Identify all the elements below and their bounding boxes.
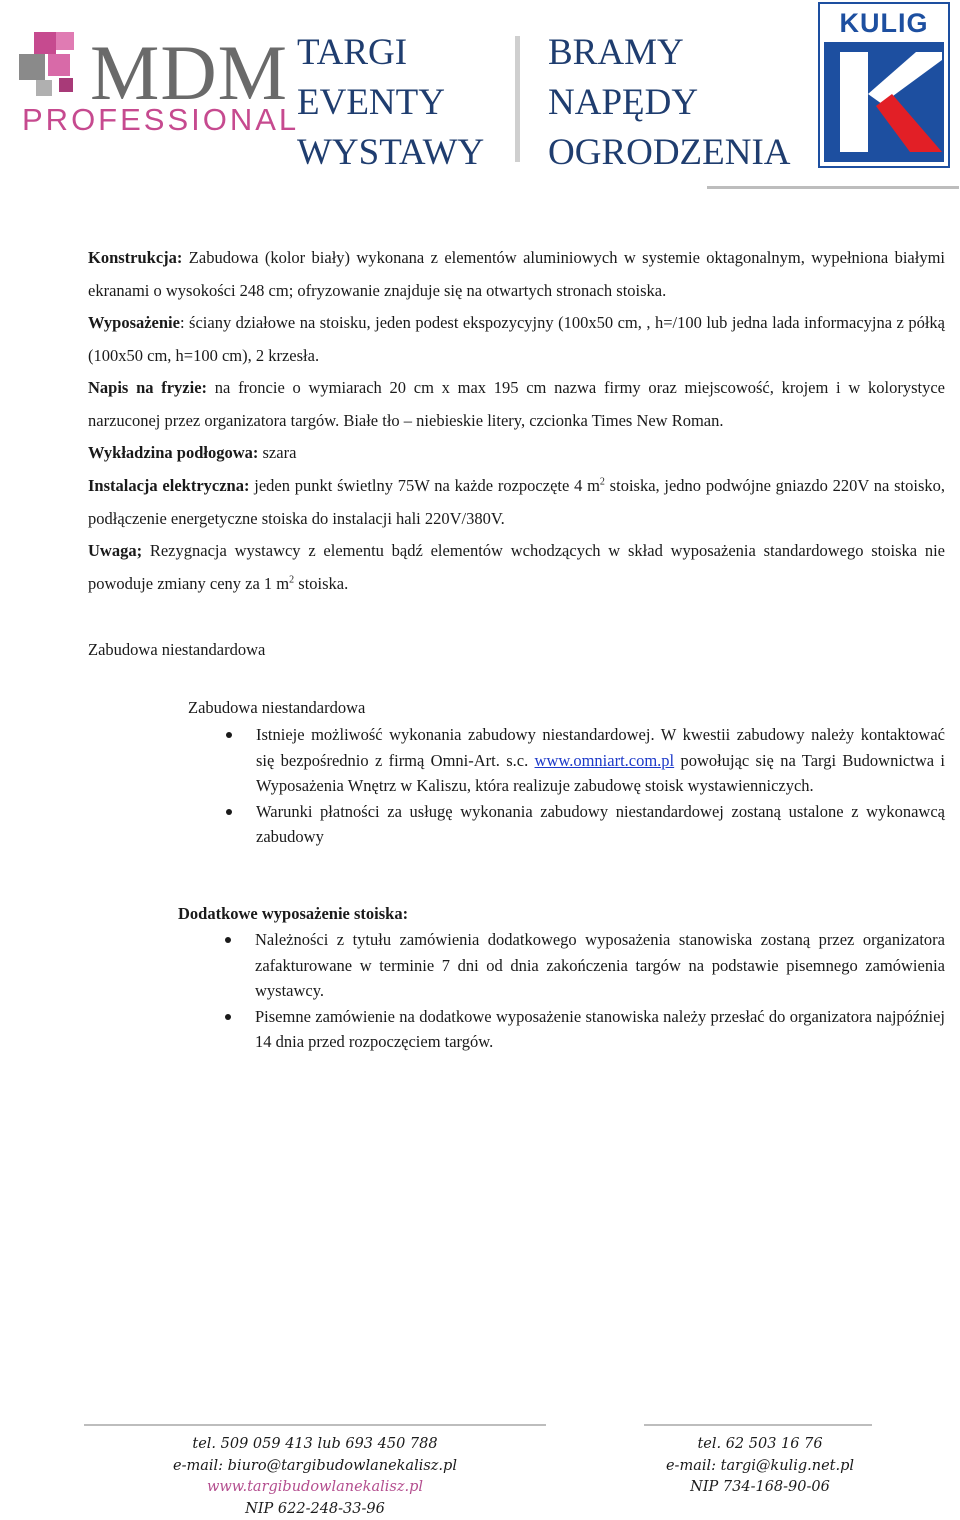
wyposazenie-text: : ściany działowe na stoisku, jeden podest ekspozycyjny (100x50 cm, , h=/100 lub jedna lada informacyjna z półką (100x50 cm, h=100 cm), 2 krzesła. [88,313,945,365]
header-services-right [548,28,791,178]
header-services-left [297,28,484,178]
konstrukcja-text: Zabudowa (kolor biały) wykonana z elementów aluminiowych w systemie oktagonalnym, wypełniona białymi ekranami o wysokości 248 cm; ofryzowanie znajduje się na otwartych stronach stoiska. [88,248,945,300]
list-item-text: Warunki płatności za usługę wykonania zabudowy niestandardowej zostaną ustalone z wykonawcą zabudowy [256,802,945,847]
list-item-text: Istnieje możliwość wykonania zabudowy niestandardowej. W kwestii zabudowy należy kontaktować się bezpośrednio z firmą Omni-Art. s.c. [256,725,945,770]
wykladzina-text: szara [258,443,296,462]
footer-phone: tel. 62 503 16 76 [640,1434,880,1456]
additional-equipment-list [255,927,945,1055]
wykladzina-label: Wykładzina podłogowa: [88,443,258,462]
section-title: Dodatkowe wyposażenie stoiska: [178,904,408,924]
section-subtitle: Zabudowa niestandardowa [188,698,365,718]
list-item-text: powołując się na Targi Budownictwa i Wyposażenia Wnętrz w Kaliszu, która realizuje zabudowę stoisk wystawienniczych. [256,751,945,796]
wykladzina-paragraph [88,437,945,470]
instalacja-text: jeden punkt świetlny 75W na każde rozpoczęte 4 m [249,476,599,495]
instalacja-paragraph [88,470,945,535]
header-line: TARGI [297,28,484,78]
section-title: Zabudowa niestandardowa [88,640,265,660]
logo-square [19,54,45,80]
footer-email: e-mail: biuro@targibudowlanekalisz.pl [150,1456,480,1478]
bullet-icon [226,809,232,815]
logo-professional-text: PROFESSIONAL [22,102,299,138]
footer-email: e-mail: targi@kulig.net.pl [640,1456,880,1478]
mdm-professional-logo [4,10,304,140]
napis-paragraph [88,372,945,437]
wyposazenie-paragraph [88,307,945,372]
uwaga-paragraph [88,535,945,600]
logo-square [48,54,70,76]
header-divider [515,36,520,162]
list-item-text: Pisemne zamówienie na dodatkowe wyposażenie stanowiska należy przesłać do organizatora najpóźniej 14 dnia przed rozpoczęciem targów. [255,1007,945,1052]
logo-square [59,78,73,92]
bullet-icon [226,732,232,738]
superscript: 2 [289,574,294,585]
bullet-icon [225,1014,231,1020]
header-line: OGRODZENIA [548,128,791,178]
header-line: NAPĘDY [548,78,791,128]
uwaga-text: Rezygnacja wystawcy z elementu bądź elementów wchodzących w skład wyposażenia standardowego stoiska nie powoduje zmiany ceny za 1 m [88,541,945,593]
wyposazenie-label: Wyposażenie [88,313,180,332]
kulig-logo [818,2,950,168]
list-item [256,722,945,799]
list-item [255,927,945,1004]
header-line: WYSTAWY [297,128,484,178]
logo-square [36,80,52,96]
logo-square [34,32,56,54]
header-line: BRAMY [548,28,791,78]
instalacja-text: stoiska, jedno podwójne gniazdo 220V na stoisko, podłączenie energetyczne stoiska do instalacji hali 220V/380V. [88,476,945,528]
header-line: EVENTY [297,78,484,128]
list-item [255,1004,945,1055]
footer-website-link[interactable]: www.targibudowlanekalisz.pl [150,1477,480,1499]
uwaga-label: Uwaga; [88,541,142,560]
uwaga-text: stoiska. [294,574,348,593]
kulig-k-mark-icon [818,2,950,168]
napis-label: Napis na fryzie: [88,378,207,397]
bullet-icon [225,937,231,943]
header-rule [707,186,959,189]
footer-phone: tel. 509 059 413 lub 693 450 788 [150,1434,480,1456]
svg-text:KULIG: KULIG [840,8,929,38]
konstrukcja-label: Konstrukcja: [88,248,182,267]
footer-rule [644,1424,872,1426]
footer-contact-right [640,1434,880,1499]
footer-nip: NIP 734-168-90-06 [640,1477,880,1499]
instalacja-label: Instalacja elektryczna: [88,476,249,495]
omniart-link[interactable]: www.omniart.com.pl [535,751,675,770]
footer-rule [84,1424,546,1426]
logo-mdm-text: MDM [90,34,288,112]
list-item [256,799,945,850]
non-standard-list [256,722,945,850]
superscript: 2 [600,477,605,488]
logo-square [56,32,74,50]
footer-nip: NIP 622-248-33-96 [150,1499,480,1520]
napis-text: na froncie o wymiarach 20 cm x max 195 cm nazwa firmy oraz miejscowość, krojem i w kolorystyce narzuconej przez organizatora targów. Białe tło – niebieskie litery, czcionka Times New Roman. [88,378,945,430]
footer-contact-left [150,1434,480,1520]
list-item-text: Należności z tytułu zamówienia dodatkowego wyposażenia stanowiska zostaną przez organizatora zafakturowane w terminie 7 dni od dnia zakończenia targów na podstawie pisemnego zamówienia wystawcy. [255,930,945,1000]
konstrukcja-paragraph [88,242,945,307]
